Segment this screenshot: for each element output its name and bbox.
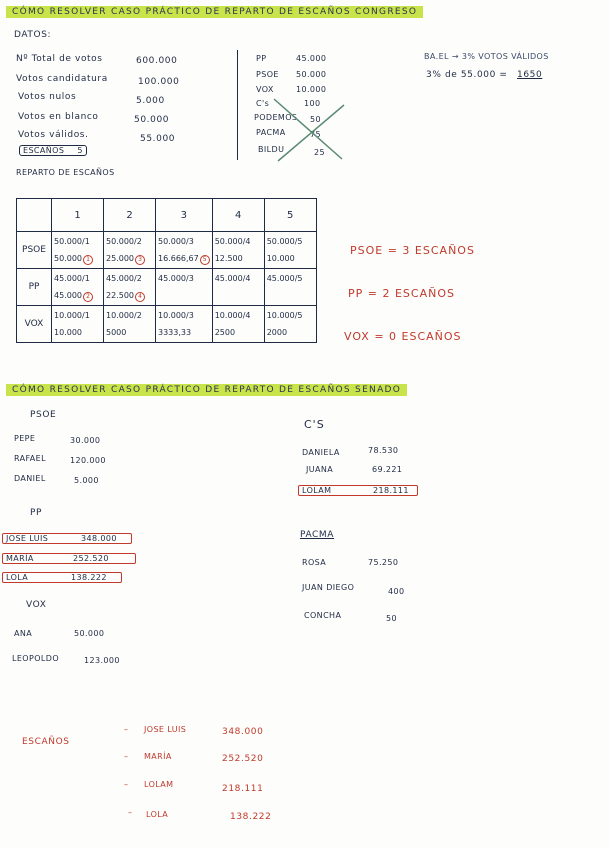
candidate-votes: 30.000 xyxy=(70,436,101,445)
cell-division: 50.000/3 xyxy=(158,237,194,246)
table-header-cell: 3 xyxy=(156,199,213,232)
cell-division: 45.000/3 xyxy=(158,274,194,283)
cell-division: 50.000/2 xyxy=(106,237,142,246)
table-cell xyxy=(264,306,316,343)
escanos-label: ESCAÑOS xyxy=(22,737,70,747)
partido-votes-5: 75 xyxy=(310,130,321,139)
candidate-name: JOSE LUIS xyxy=(6,534,49,543)
table-cell xyxy=(104,232,156,269)
table-cell xyxy=(212,232,264,269)
table-cell xyxy=(156,306,213,343)
table-cell xyxy=(156,269,213,306)
cell-result: 10.000 xyxy=(54,328,82,337)
winner-dash: – xyxy=(128,808,133,817)
datos-value-2: 5.000 xyxy=(136,96,165,106)
cell-result: 3333,33 xyxy=(158,328,192,337)
candidate-name: LOLAM xyxy=(302,486,332,495)
partido-name-5: PACMA xyxy=(256,128,286,137)
partido-name-1: PSOE xyxy=(256,70,279,79)
candidate-name: JUAN DIEGO xyxy=(302,583,355,592)
datos-label-2: Votos nulos xyxy=(18,92,77,102)
candidate-votes: 123.000 xyxy=(84,656,120,665)
partido-votes-2: 10.000 xyxy=(296,85,327,94)
group-name-pp: PP xyxy=(30,508,43,518)
candidate-row-highlighted xyxy=(2,553,136,564)
candidate-name: MARÍA xyxy=(6,554,34,563)
winner-name: LOLA xyxy=(146,810,169,819)
table-cell xyxy=(104,306,156,343)
candidate-votes: 5.000 xyxy=(74,476,99,485)
table-row xyxy=(17,306,317,343)
partido-votes-1: 50.000 xyxy=(296,70,327,79)
table-header-cell: 1 xyxy=(52,199,104,232)
barrera-line1: BA.EL → 3% VOTOS VÁLIDOS xyxy=(424,52,549,61)
seat-order-mark: 3 xyxy=(135,255,145,265)
partido-name-6: BILDU xyxy=(258,145,285,154)
seat-order-mark: 1 xyxy=(83,255,93,265)
group-name-cs: C'S xyxy=(304,418,325,431)
table-cell xyxy=(212,269,264,306)
winner-name: LOLAM xyxy=(144,780,174,789)
candidate-votes: 69.221 xyxy=(372,465,403,474)
candidate-votes: 400 xyxy=(388,587,405,596)
cell-division: 45.000/4 xyxy=(214,274,251,283)
datos-value-0: 600.000 xyxy=(136,56,178,66)
cell-division: 45.000/2 xyxy=(106,274,142,283)
senado-heading: CÓMO RESOLVER CASO PRÁCTICO DE REPARTO DE ESCAÑOS SENADO xyxy=(6,384,407,396)
result-pp: PP = 2 ESCAÑOS xyxy=(348,287,455,300)
cell-division: 50.000/1 xyxy=(54,237,90,246)
table-party-cell: PP xyxy=(17,269,52,306)
partido-votes-3: 100 xyxy=(304,99,321,108)
candidate-name: ANA xyxy=(14,629,33,638)
cell-division: 50.000/4 xyxy=(214,237,251,246)
group-name-psoe: PSOE xyxy=(30,410,57,420)
winner-votes: 218.111 xyxy=(222,784,264,794)
datos-label-4: Votos válidos. xyxy=(18,130,89,140)
table-cell xyxy=(52,232,104,269)
cell-result: 22.500 xyxy=(106,291,134,300)
divider-line xyxy=(237,50,238,160)
candidate-name: DANIEL xyxy=(14,474,46,483)
candidate-name: JUANA xyxy=(306,465,334,474)
cell-division: 10.000/4 xyxy=(214,311,251,320)
result-psoe: PSOE = 3 ESCAÑOS xyxy=(350,244,475,257)
table-header-row xyxy=(17,199,317,232)
candidate-votes: 348.000 xyxy=(81,534,117,543)
winner-votes: 348.000 xyxy=(222,727,264,737)
cell-result: 2500 xyxy=(214,328,236,337)
barrera-line2 xyxy=(426,70,542,80)
partido-name-2: VOX xyxy=(256,85,274,94)
candidate-name: DANIELA xyxy=(302,448,340,457)
cell-division: 10.000/2 xyxy=(106,311,142,320)
table-party-cell: VOX xyxy=(17,306,52,343)
reparto-label: REPARTO DE ESCAÑOS xyxy=(16,168,115,177)
seat-order-mark: 4 xyxy=(135,292,145,302)
cell-division: 45.000/1 xyxy=(54,274,90,283)
datos-label-1: Votos candidatura xyxy=(16,74,108,84)
seat-order-mark: 5 xyxy=(200,255,210,265)
table-cell xyxy=(264,232,316,269)
candidate-name: LEOPOLDO xyxy=(12,654,60,663)
partido-votes-6: 25 xyxy=(314,148,325,157)
congreso-heading: CÓMO RESOLVER CASO PRÁCTICO DE REPARTO DE ESCAÑOS CONGRESO xyxy=(6,6,423,18)
cell-division: 45.000/5 xyxy=(266,274,303,283)
datos-label: DATOS: xyxy=(14,30,52,40)
barrera-calc: 3% de 55.000 = xyxy=(426,70,508,80)
escanos-box-value: 5 xyxy=(77,146,83,155)
table-header-cell: 4 xyxy=(212,199,264,232)
candidate-votes: 138.222 xyxy=(71,573,107,582)
partido-votes-0: 45.000 xyxy=(296,54,327,63)
table-cell xyxy=(156,232,213,269)
winner-votes: 252.520 xyxy=(222,754,264,764)
cell-result: 25.000 xyxy=(106,254,134,263)
winner-votes: 138.222 xyxy=(230,812,272,822)
cell-result: 45.000 xyxy=(54,291,82,300)
candidate-votes: 252.520 xyxy=(73,554,109,563)
escanos-box-label: ESCAÑOS xyxy=(23,146,65,155)
candidate-row-highlighted xyxy=(2,572,122,583)
candidate-row-highlighted xyxy=(298,485,418,496)
cell-division: 10.000/3 xyxy=(158,311,194,320)
candidate-votes: 78.530 xyxy=(368,446,399,455)
candidate-row-highlighted xyxy=(2,533,132,544)
winner-name: MARÍA xyxy=(144,752,172,761)
candidate-votes: 75.250 xyxy=(368,558,399,567)
cell-result: 16.666,67 xyxy=(158,254,199,263)
cell-result: 50.000 xyxy=(54,254,82,263)
datos-label-3: Votos en blanco xyxy=(18,112,99,122)
candidate-votes: 120.000 xyxy=(70,456,106,465)
partido-name-4: PODEMOS xyxy=(254,113,298,122)
table-party-cell: PSOE xyxy=(17,232,52,269)
cell-division: 10.000/1 xyxy=(54,311,90,320)
table-header-cell xyxy=(17,199,52,232)
dhondt-table xyxy=(16,198,317,343)
table-cell xyxy=(52,269,104,306)
candidate-votes: 50 xyxy=(386,614,397,623)
table-header-cell: 2 xyxy=(104,199,156,232)
candidate-name: PEPE xyxy=(14,434,36,443)
seat-order-mark: 2 xyxy=(83,292,93,302)
group-name-pacma: PACMA xyxy=(300,530,335,540)
winner-dash: – xyxy=(124,752,129,761)
table-cell xyxy=(212,306,264,343)
partido-votes-4: 50 xyxy=(310,115,321,124)
cell-division: 10.000/5 xyxy=(266,311,303,320)
datos-label-0: Nº Total de votos xyxy=(16,54,103,64)
winner-dash: – xyxy=(124,725,129,734)
candidate-name: CONCHA xyxy=(304,611,342,620)
table-cell xyxy=(104,269,156,306)
datos-value-4: 55.000 xyxy=(140,134,176,144)
candidate-name: LOLA xyxy=(6,573,29,582)
candidate-votes: 50.000 xyxy=(74,629,105,638)
candidate-name: RAFAEL xyxy=(14,454,46,463)
cell-result: 5000 xyxy=(106,328,127,337)
table-cell xyxy=(52,306,104,343)
cell-result: 12.500 xyxy=(214,254,243,263)
candidate-name: ROSA xyxy=(302,558,327,567)
table-cell xyxy=(264,269,316,306)
candidate-votes: 218.111 xyxy=(373,486,409,495)
group-name-vox: VOX xyxy=(26,600,47,610)
table-header-cell: 5 xyxy=(264,199,316,232)
cell-result: 2000 xyxy=(266,328,288,337)
datos-value-1: 100.000 xyxy=(138,77,180,87)
table-row xyxy=(17,269,317,306)
winner-dash: – xyxy=(124,780,129,789)
strikethrough-cross xyxy=(270,95,350,165)
cell-division: 50.000/5 xyxy=(266,237,303,246)
partido-name-3: C's xyxy=(256,99,270,108)
escanos-box xyxy=(19,145,87,156)
result-vox: VOX = 0 ESCAÑOS xyxy=(344,330,462,343)
cell-result: 10.000 xyxy=(266,254,295,263)
barrera-result: 1650 xyxy=(517,70,543,80)
winner-name: JOSE LUIS xyxy=(144,725,187,734)
datos-value-3: 50.000 xyxy=(134,115,170,125)
partido-name-0: PP xyxy=(256,54,267,63)
table-row xyxy=(17,232,317,269)
